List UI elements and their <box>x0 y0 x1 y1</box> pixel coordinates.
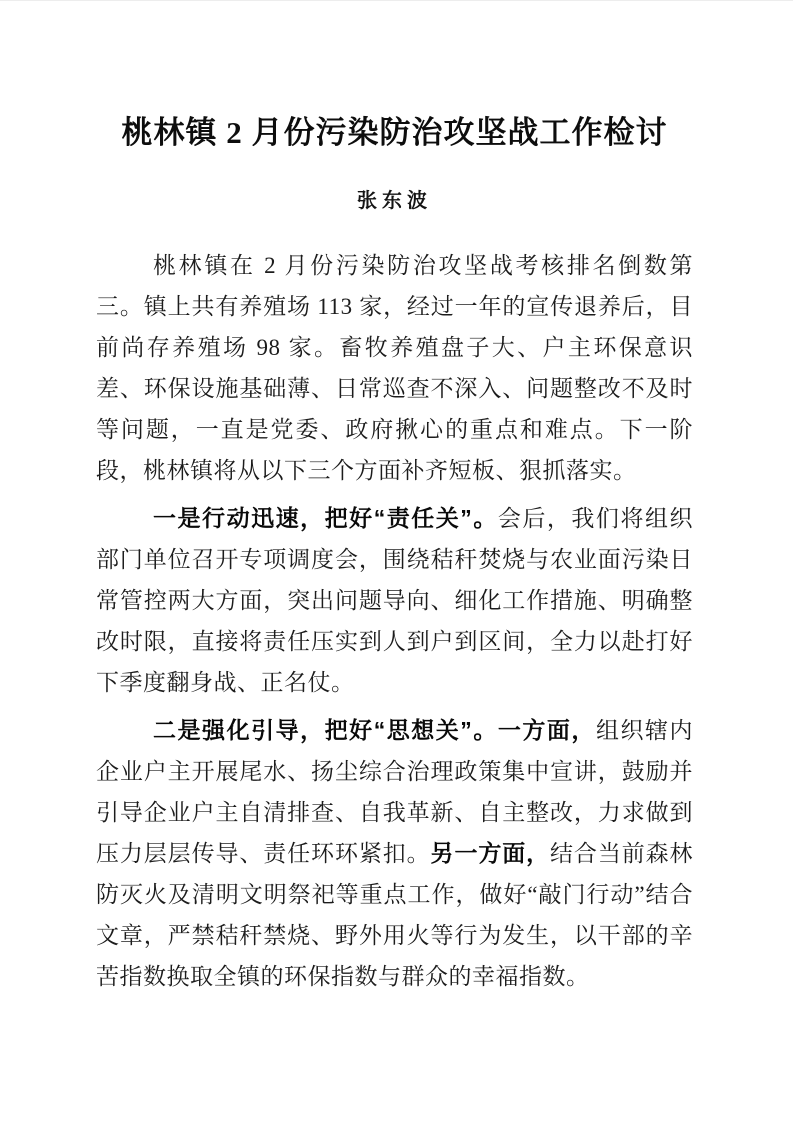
bold-lead-in: 一是行动迅速，把好“责任关”。 <box>153 505 498 531</box>
paragraph-text: 桃林镇在 2 月份污染防治攻坚战考核排名倒数第三。镇上共有养殖场 113 家，经过一年的宣传退养后，目前尚存养殖场 98 家。畜牧养殖盘子大、户主环保意识差、环保设施基础薄、日常巡查不深入、问题整改不及时等问题，一直是党委、政府揪心的重点和难点。下一阶段，桃林镇将从以下三个方面补齐短板、狠抓落实。 <box>96 253 693 483</box>
paragraph-text: 会后，我们将组织部门单位召开专项调度会，围绕秸秆焚烧与农业面污染日常管控两大方面，突出问题导向、细化工作措施、明确整改时限，直接将责任压实到人到户到区间，全力以赴打好下季度翻身战、正名仗。 <box>96 506 694 695</box>
paragraph-point-two <box>96 710 693 997</box>
document-title: 桃林镇 2 月份污染防治攻坚战工作检讨 <box>121 115 668 150</box>
bold-lead-in: 另一方面， <box>430 840 551 866</box>
bold-lead-in: 二是强化引导，把好“思想关”。一方面， <box>153 717 596 743</box>
paragraph-text: 组织辖内企业户主开展尾水、扬尘综合治理政策集中宣讲，鼓励并引导企业户主自清排查、自我革新、自主整改，力求做到压力层层传导、责任环环紧扣。 <box>96 718 694 866</box>
paragraph-point-one <box>96 498 693 703</box>
document-body <box>96 245 693 997</box>
paragraph-overview <box>96 245 693 491</box>
author-name: 张东波 <box>357 190 432 212</box>
paragraph-text: 结合当前森林防灭火及清明文明祭祀等重点工作，做好“敲门行动”结合文章，严禁秸秆禁烧、野外用火等行为发生，以干部的辛苦指数换取全镇的环保指数与群众的幸福指数。 <box>96 841 694 989</box>
